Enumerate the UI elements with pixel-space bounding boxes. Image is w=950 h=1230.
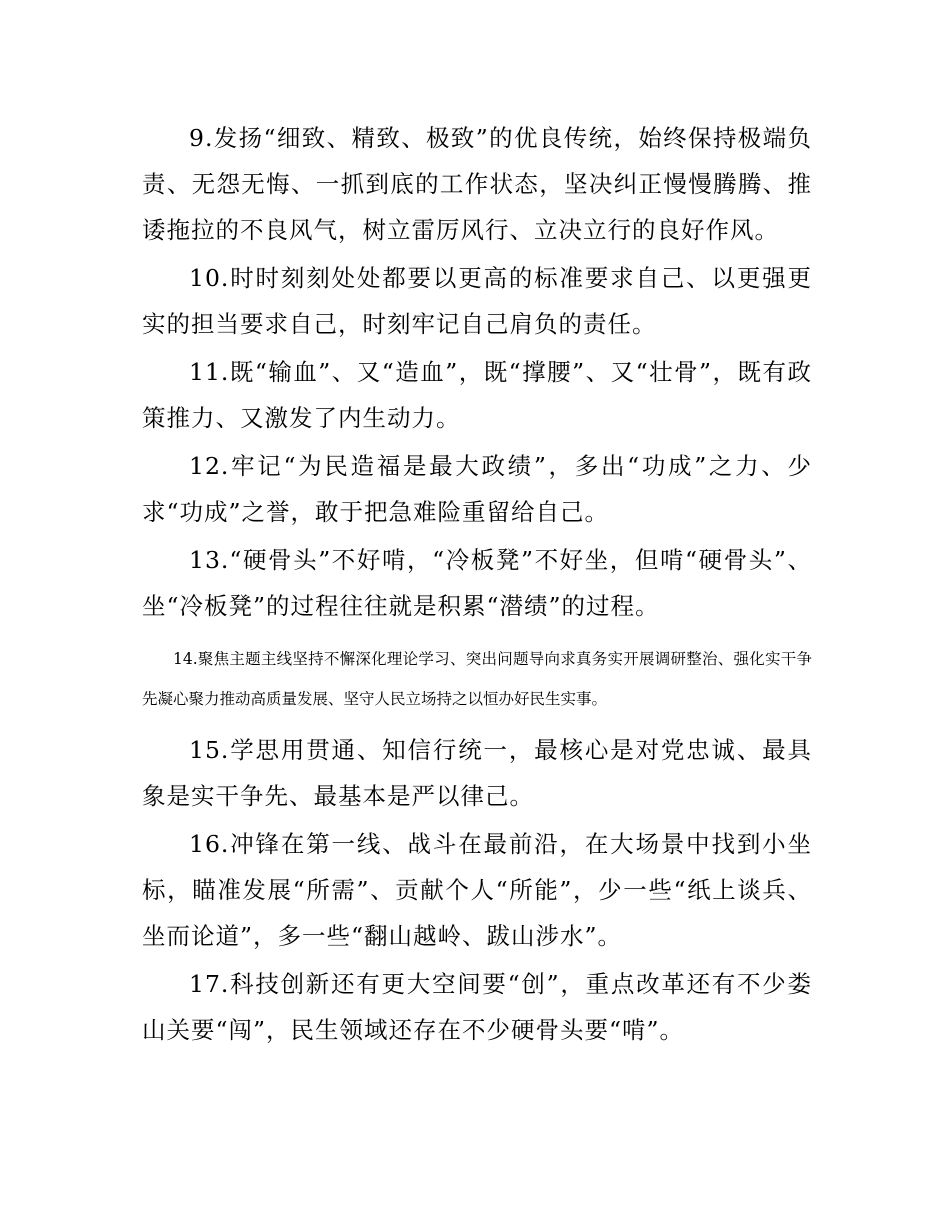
paragraph-15: 15.学思用贯通、知信行统一，最核心是对党忠诚、最具象是实干争先、最基本是严以律己。 (142, 736, 812, 810)
paragraph-13: 13.“硬骨头”不好啃，“冷板凳”不好坐，但啃“硬骨头”、坐“冷板凳”的过程往往就是积累“潜绩”的过程。 (142, 546, 812, 620)
paragraph-10: 10.时时刻刻处处都要以更高的标准要求自己、以更强更实的担当要求自己，时刻牢记自己肩负的责任。 (142, 264, 812, 338)
paragraph-11: 11.既“输血”、又“造血”，既“撑腰”、又“壮骨”，既有政策推力、又激发了内生动力。 (142, 358, 812, 432)
paragraph-9: 9.发扬“细致、精致、极致”的优良传统，始终保持极端负责、无怨无悔、一抓到底的工作状态，坚决纠正慢慢腾腾、推诿拖拉的不良风气，树立雷厉风行、立决立行的良好作风。 (142, 124, 812, 244)
paragraph-17: 17.科技创新还有更大空间要“创”，重点改革还有不少娄山关要“闯”，民生领域还存在不少硬骨头要“啃”。 (142, 970, 812, 1044)
paragraph-16: 16.冲锋在第一线、战斗在最前沿，在大场景中找到小坐标，瞄准发展“所需”、贡献个人“所能”，少一些“纸上谈兵、坐而论道”，多一些“翻山越岭、跋山涉水”。 (142, 830, 812, 950)
document-page (142, 115, 812, 1053)
paragraph-14: 14.聚焦主题主线坚持不懈深化理论学习、突出问题导向求真务实开展调研整治、强化实干争先凝心聚力推动高质量发展、坚守人民立场持之以恒办好民生实事。 (142, 650, 812, 708)
paragraph-12: 12.牢记“为民造福是最大政绩”，多出“功成”之力、少求“功成”之誉，敢于把急难险重留给自己。 (142, 452, 812, 526)
